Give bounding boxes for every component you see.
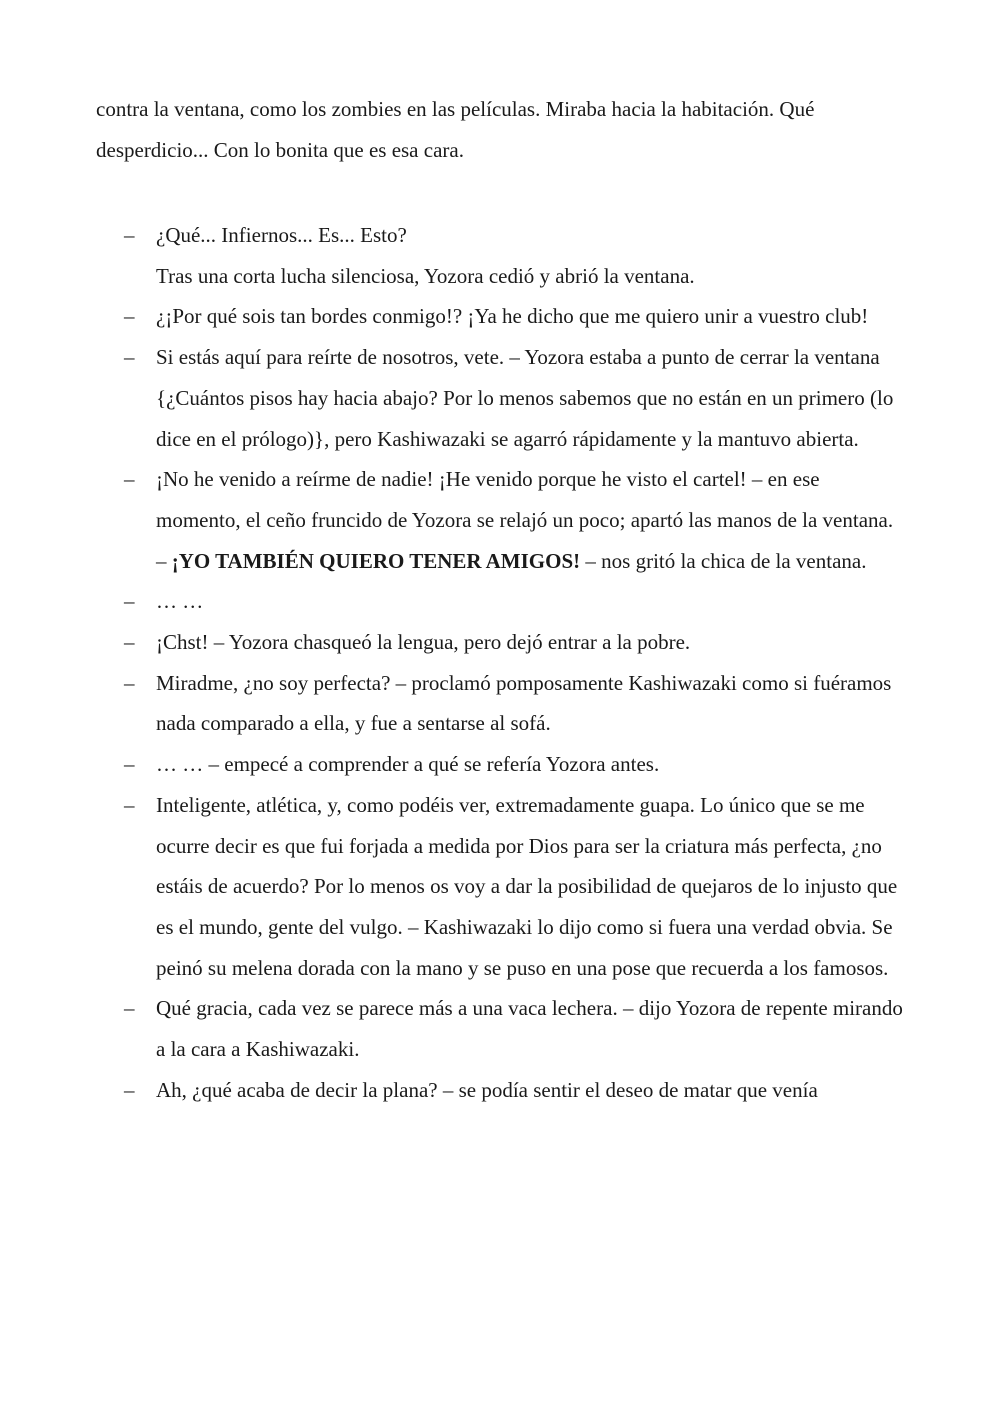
dialogue-dash: – bbox=[124, 304, 135, 329]
dialogue-line bbox=[0, 296, 906, 337]
narration-text: Tras una corta lucha silenciosa, Yozora cedió y abrió la ventana. bbox=[156, 263, 695, 288]
dialogue-text: ¡No he venido a reírme de nadie! ¡He venido porque he visto el cartel! – en ese momento, el ceño fruncido de Yozora se relajó un poco; apartó las manos de la ventana. – bbox=[156, 467, 894, 573]
dialogue-dash: – bbox=[124, 670, 135, 695]
dialogue-text: Qué gracia, cada vez se parece más a una vaca lechera. – dijo Yozora de repente mirando a la cara a Kashiwazaki. bbox=[156, 996, 903, 1062]
dialogue-dash: – bbox=[124, 1077, 135, 1102]
dialogue-line bbox=[0, 622, 906, 663]
dialogue-text: ¡Chst! – Yozora chasqueó la lengua, pero dejó entrar a la pobre. bbox=[156, 630, 691, 655]
dialogue-line bbox=[0, 1070, 906, 1111]
dialogue-line bbox=[0, 581, 906, 622]
dialogue-text-tail: – nos gritó la chica de la ventana. bbox=[580, 548, 867, 573]
dialogue-text: Si estás aquí para reírte de nosotros, vete. – Yozora estaba a punto de cerrar la ventana {¿Cuántos pisos hay hacia abajo? Por lo menos sabemos que no están en un primero (lo dice en el prólogo)}, pero Kashiwazaki se agarró rápidamente y la mantuvo abierta. bbox=[156, 345, 894, 451]
dialogue-text: ¿Qué... Infiernos... Es... Esto? bbox=[156, 223, 407, 247]
opening-paragraph: contra la ventana, como los zombies en las películas. Miraba hacia la habitación. Qué desperdicio... Con lo bonita que es esa cara. bbox=[96, 97, 815, 162]
dialogue-dash: – bbox=[124, 630, 135, 655]
dialogue-text: Inteligente, atlética, y, como podéis ver, extremadamente guapa. Lo único que se me ocurre decir es que fui forjada a medida por Dios para ser la criatura más perfecta, ¿no estáis de acuerdo? Por lo menos os voy a dar la posibilidad de quejaros de lo injusto que es el mundo, gente del vulgo. – Kashiwazaki lo dijo como si fuera una verdad obvia. Se peinó su melena dorada con la mano y se puso en una pose que recuerda a los famosos. bbox=[156, 792, 898, 980]
dialogue-line bbox=[0, 744, 906, 785]
dialogue-text: ¿¡Por qué sois tan bordes conmigo!? ¡Ya he dicho que me quiero unir a vuestro club! bbox=[156, 304, 869, 329]
dialogue-dash: – bbox=[124, 223, 135, 247]
dialogue-line bbox=[0, 785, 906, 989]
dialogue-dash: – bbox=[124, 589, 135, 614]
shouted-text: ¡YO TAMBIÉN QUIERO TENER AMIGOS! bbox=[171, 548, 581, 573]
dialogue-text: Ah, ¿qué acaba de decir la plana? – se podía sentir el deseo de matar que venía bbox=[156, 1077, 818, 1102]
dialogue-dash: – bbox=[124, 467, 135, 492]
dialogue-line bbox=[0, 215, 906, 256]
dialogue-line bbox=[0, 337, 906, 459]
dialogue-text: … … – empecé a comprender a qué se refería Yozora antes. bbox=[156, 752, 660, 777]
dialogue-text: … … bbox=[156, 589, 204, 614]
dialogue-line bbox=[0, 988, 906, 1069]
dialogue-dash: – bbox=[124, 752, 135, 777]
dialogue-dash: – bbox=[124, 345, 135, 370]
narration-line bbox=[0, 256, 906, 297]
dialogue-list bbox=[0, 215, 1000, 1110]
dialogue-text: Miradme, ¿no soy perfecta? – proclamó pomposamente Kashiwazaki como si fuéramos nada comparado a ella, y fue a sentarse al sofá. bbox=[156, 670, 892, 736]
dialogue-line bbox=[0, 663, 906, 744]
dialogue-line bbox=[0, 459, 906, 581]
dialogue-dash: – bbox=[124, 996, 135, 1021]
dialogue-dash: – bbox=[124, 792, 135, 817]
